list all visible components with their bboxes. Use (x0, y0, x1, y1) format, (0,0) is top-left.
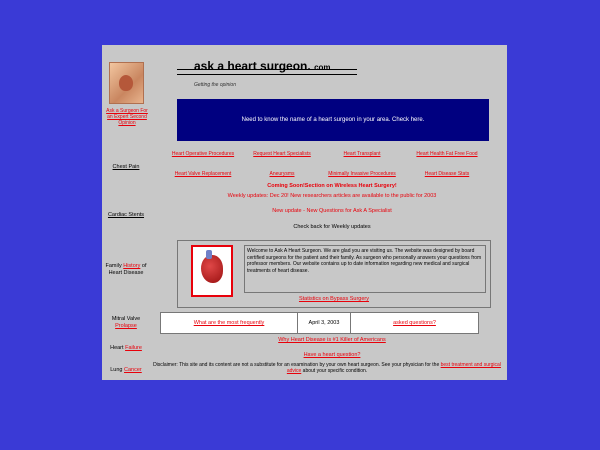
disclaimer-link[interactable]: best treatment and surgical advice (286, 362, 501, 374)
nav-request-specialists[interactable]: Request Heart Specialists (253, 151, 311, 157)
heart-image-icon (201, 255, 223, 283)
nav-valve-replacement[interactable]: Heart Valve Replacement (174, 171, 232, 177)
asked-questions-link[interactable]: asked questions? (393, 320, 436, 326)
weekly-update-notice: Weekly updates: Dec 20! New researchers articles are available to the public for 2003 (227, 193, 437, 199)
check-back-notice: Check back for Weekly updates (293, 224, 371, 230)
find-surgeon-banner[interactable] (177, 99, 489, 141)
lung-cancer-label (102, 367, 150, 374)
site-title (194, 59, 331, 73)
heart-failure-link[interactable]: Failure (125, 345, 142, 351)
banner-text: Need to know the name of a heart surgeon in your area. Check here. (241, 117, 425, 123)
coming-soon-notice: Coming Soon!Section on Wireless Heart Surgery! (267, 183, 397, 189)
heart-logo-icon (119, 75, 133, 91)
bypass-stats-link[interactable]: Statistics on Bypass Surgery (298, 296, 369, 302)
mitral-valve-prefix: Mitral Valve (111, 316, 141, 322)
site-title-suffix: com (314, 63, 331, 72)
mitral-valve-label (102, 316, 150, 330)
logo-caption-link[interactable]: Ask a Surgeon For an Expert Second Opinion (106, 108, 148, 126)
new-update-notice: New update - New Questions for Ask A Specialist (272, 208, 392, 214)
surgeon-logo[interactable] (109, 62, 144, 104)
heart-failure-prefix: Heart (110, 345, 126, 351)
nav-minimally-invasive[interactable]: Minimally Invasive Procedures (328, 171, 396, 177)
heart-question-link[interactable]: Have a heart question? (303, 352, 361, 358)
family-history-prefix: Family (105, 263, 124, 269)
title-rule-bottom (177, 74, 357, 75)
family-history-label (102, 263, 150, 277)
page-container (102, 45, 507, 380)
chest-pain-link[interactable]: Chest Pain (112, 164, 140, 170)
family-history-suffix: of Heart Disease (108, 263, 147, 276)
heart-image-frame[interactable] (191, 245, 233, 297)
heart-vessel-icon (206, 250, 212, 259)
lung-cancer-prefix: Lung (110, 367, 125, 373)
welcome-panel (177, 240, 491, 308)
nav-heart-transplant[interactable]: Heart Transplant (343, 151, 381, 157)
nav-fat-free-food[interactable]: Heart Health Fat Free Food (416, 151, 478, 157)
nav-aneurysms[interactable]: Aneurysms (269, 171, 295, 177)
tagline: Getting the opinion (194, 82, 236, 88)
faq-date: April 3, 2003 (308, 320, 340, 326)
site-title-main: ask a heart surgeon. (194, 59, 311, 73)
cardiac-stents-link[interactable]: Cardiac Stents (107, 212, 145, 218)
nav-disease-stats[interactable]: Heart Disease Stats (424, 171, 470, 177)
disclaimer-prefix: Disclaimer: This site and its content are not a substitute for an examination by your own heart surgeon. See your physician for the (153, 362, 441, 368)
mitral-prolapse-link[interactable]: Prolapse (115, 323, 137, 329)
welcome-text: Welcome to Ask A Heart Surgeon. We are glad you are visiting us. The website was designed by board certified surgeons for the patient and their family. As surgeon who personally answers your questions from professor members. Our website contains up to date information regarding new medical and surgical treatments of heart disease. (244, 245, 486, 293)
nav-operative-procedures[interactable]: Heart Operative Procedures (171, 151, 235, 157)
number-one-killer-link[interactable]: Why Heart Disease is #1 Killer of Americans (278, 337, 386, 343)
disclaimer (152, 362, 502, 374)
faq-bar (160, 312, 479, 334)
heart-failure-label (102, 345, 150, 352)
faq-link[interactable]: What are the most frequently (193, 320, 265, 326)
disclaimer-suffix: about your specific condition. (301, 368, 368, 374)
family-history-link[interactable]: History (123, 263, 141, 269)
lung-cancer-link[interactable]: Cancer (124, 367, 142, 373)
